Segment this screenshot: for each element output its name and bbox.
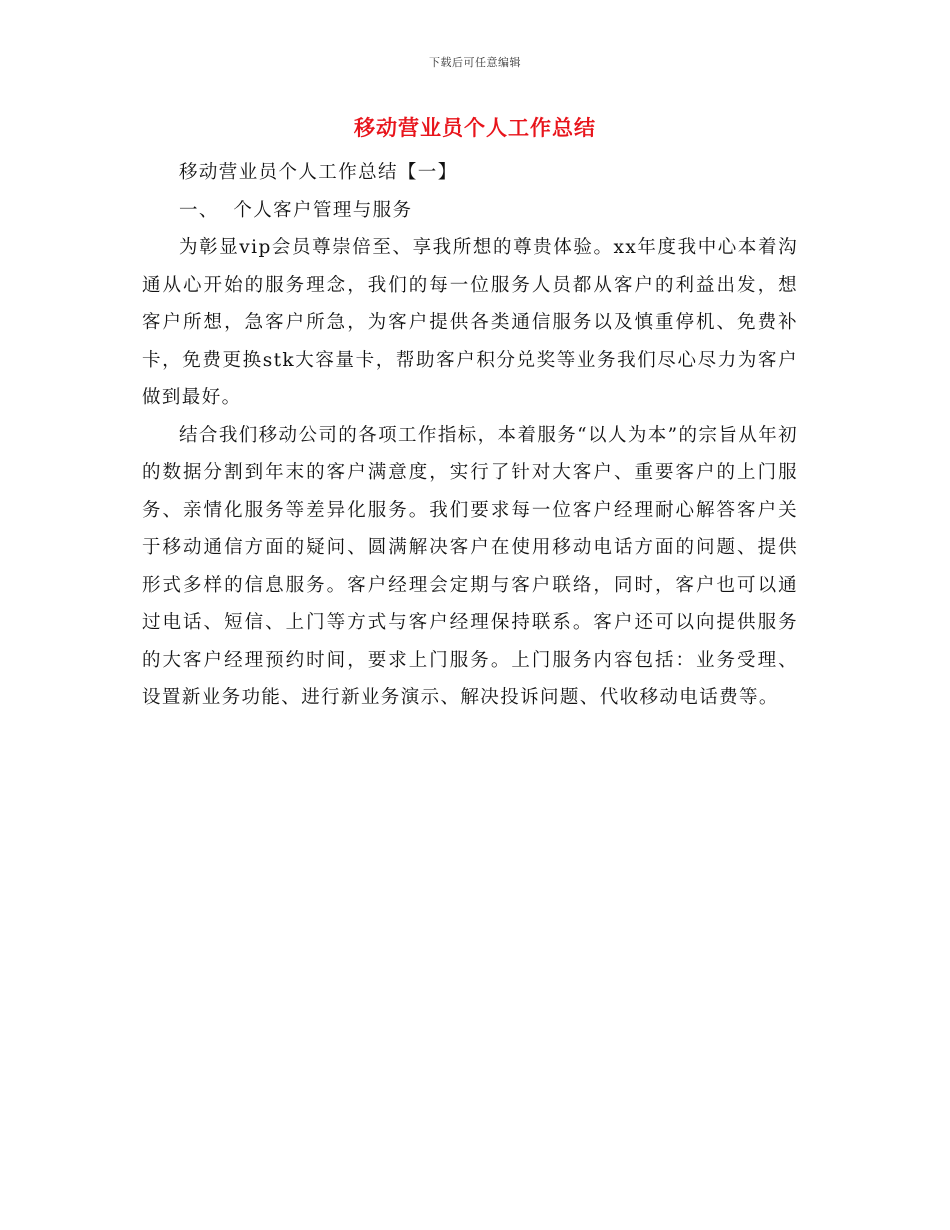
header-note: 下载后可任意编辑: [429, 56, 521, 69]
document-title: 移动营业员个人工作总结: [354, 115, 596, 140]
document-body: [142, 154, 798, 717]
subsection-heading: 一、 个人客户管理与服务: [179, 199, 413, 221]
section-heading: 移动营业员个人工作总结【一】: [179, 162, 458, 183]
body-paragraph-1: 为彰显vip会员尊崇倍至、享我所想的尊贵体验。xx年度我中心本着沟通从心开始的服务理念，我们的每一位服务人员都从客户的利益出发，想客户所想，急客户所急，为客户提供各类通信服务以及慎重停机、免费补卡，免费更换stk大容量卡，帮助客户积分兑奖等业务我们尽心尽力为客户做到最好。: [142, 237, 798, 408]
body-paragraph-2: 结合我们移动公司的各项工作指标，本着服务“以人为本”的宗旨从年初的数据分割到年末的客户满意度，实行了针对大客户、重要客户的上门服务、亲情化服务等差异化服务。我们要求每一位客户经理耐心解答客户关于移动通信方面的疑问、圆满解决客户在使用移动电话方面的问题、提供形式多样的信息服务。客户经理会定期与客户联络，同时，客户也可以通过电话、短信、上门等方式与客户经理保持联系。客户还可以向提供服务的大客户经理预约时间，要求上门服务。上门服务内容包括：业务受理、设置新业务功能、进行新业务演示、解决投诉问题、代收移动电话费等。: [142, 424, 798, 708]
